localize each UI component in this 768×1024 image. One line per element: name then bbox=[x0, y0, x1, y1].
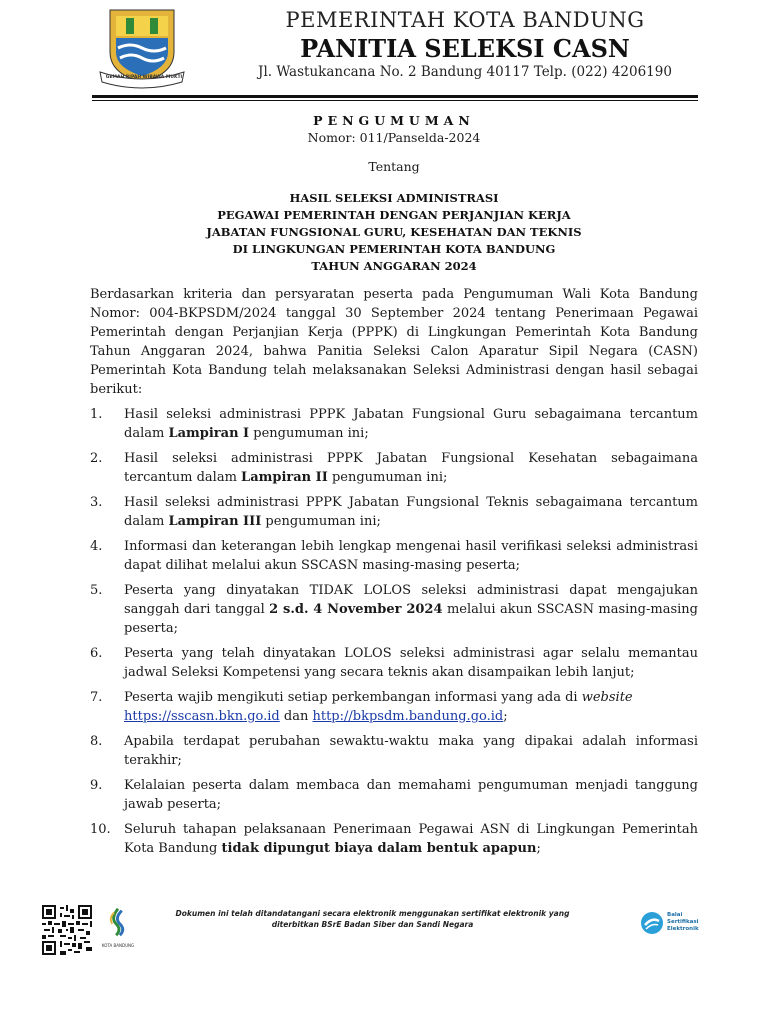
city-swirl-icon bbox=[100, 905, 136, 939]
item-number: 1. bbox=[90, 407, 103, 422]
list-item bbox=[90, 493, 698, 531]
document-number: Nomor: 011/Panselda-2024 bbox=[307, 130, 481, 145]
list-item bbox=[90, 776, 698, 814]
kota-bandung-logo bbox=[100, 905, 136, 951]
document-type: PENGUMUMAN bbox=[313, 113, 475, 128]
bsre-text bbox=[667, 912, 699, 933]
item-number: 2. bbox=[90, 451, 103, 466]
item-number: 8. bbox=[90, 734, 103, 749]
item-number: 4. bbox=[90, 539, 103, 554]
item-number: 9. bbox=[90, 778, 103, 793]
title-line: PEGAWAI PEMERINTAH DENGAN PERJANJIAN KERJA bbox=[217, 208, 571, 222]
item-text: Kelalaian peserta dalam membaca dan memahami pengumuman menjadi tanggung jawab peserta; bbox=[124, 778, 698, 812]
note-line: diterbitkan BSrE Badan Siber dan Sandi Negara bbox=[271, 920, 474, 929]
item-number: 7. bbox=[90, 690, 103, 705]
list-item bbox=[90, 449, 698, 487]
item-text: Informasi dan keterangan lebih lengkap mengenai hasil verifikasi seleksi administrasi dapat dilihat melalui akun SSCASN masing-masing peserta; bbox=[124, 539, 698, 573]
item-text: Hasil seleksi administrasi PPPK Jabatan Fungsional Kesehatan sebagaimana tercantum dalam bbox=[124, 451, 698, 485]
footer bbox=[0, 895, 768, 955]
bsre-logo bbox=[640, 909, 704, 937]
item-number: 10. bbox=[90, 822, 111, 837]
item-text: Peserta yang telah dinyatakan LOLOS seleksi administrasi agar selalu memantau jadwal Seleksi Kompetensi yang secara teknis akan disampaikan lebih lanjut; bbox=[124, 646, 698, 680]
item-bold-text: Lampiran I bbox=[168, 426, 250, 441]
item-text: Hasil seleksi administrasi PPPK Jabatan Fungsional Guru sebagaimana tercantum dalam bbox=[124, 407, 698, 441]
qr-code-icon bbox=[42, 905, 92, 955]
list-item bbox=[90, 820, 698, 858]
item-text: ; bbox=[536, 841, 541, 856]
announcement-heading bbox=[90, 112, 698, 275]
org-name: PEMERINTAH KOTA BANDUNG bbox=[285, 8, 645, 32]
item-text: Peserta wajib mengikuti setiap perkembangan informasi yang ada di bbox=[124, 690, 582, 705]
city-logo-text: KOTA BANDUNG bbox=[101, 943, 135, 948]
item-text: Apabila terdapat perubahan sewaktu-waktu maka yang dipakai adalah informasi terakhir; bbox=[124, 734, 698, 768]
bsre-line: Sertifikasi bbox=[667, 919, 699, 925]
bsre-line: Balai bbox=[667, 912, 683, 918]
item-number: 5. bbox=[90, 583, 103, 598]
item-text: pengumuman ini; bbox=[249, 426, 369, 441]
title-line: HASIL SELEKSI ADMINISTRASI bbox=[289, 191, 499, 205]
letterhead-divider bbox=[92, 95, 698, 98]
letterhead-divider-thin bbox=[92, 100, 698, 101]
item-bold-text: 2 s.d. 4 November 2024 bbox=[269, 602, 443, 617]
item-bold-text: Lampiran III bbox=[168, 514, 262, 529]
item-text: pengumuman ini; bbox=[327, 470, 448, 485]
item-italic-text: website bbox=[581, 690, 633, 705]
item-bold-text: Lampiran II bbox=[241, 470, 328, 485]
announcement-items bbox=[90, 405, 698, 864]
intro-paragraph: Berdasarkan kriteria dan persyaratan peserta pada Pengumuman Wali Kota Bandung Nomor: 004-BKPSDM/2024 tanggal 30 September 2024 tentang Penerimaan Pegawai Pemerintah dengan Perjanjian Kerja (PPPK) di Lingkungan Pemerintah Kota Bandung Tahun Anggaran 2024, bahwa Panitia Seleksi Calon Aparatur Sipil Negara (CASN) Pemerintah Kota Bandung telah melaksanakan Seleksi Administrasi dengan hasil sebagai berikut: bbox=[90, 287, 698, 397]
title-line: JABATAN FUNGSIONAL GURU, KESEHATAN DAN TEKNIS bbox=[206, 225, 582, 239]
item-number: 6. bbox=[90, 646, 103, 661]
item-text: ; bbox=[503, 709, 508, 724]
item-bold-text: tidak dipungut biaya dalam bentuk apapun bbox=[221, 841, 537, 856]
sscasn-link[interactable]: https://sscasn.bkn.go.id bbox=[124, 709, 280, 724]
list-item bbox=[90, 537, 698, 575]
title-line: DI LINGKUNGAN PEMERINTAH KOTA BANDUNG bbox=[232, 242, 556, 256]
bsre-icon bbox=[640, 911, 664, 935]
list-item bbox=[90, 732, 698, 770]
list-item bbox=[90, 405, 698, 443]
org-address: Jl. Wastukancana No. 2 Bandung 40117 Telp. (022) 4206190 bbox=[258, 64, 672, 80]
about-label: Tentang bbox=[368, 159, 420, 174]
announcement-title bbox=[90, 190, 698, 275]
item-text: dan bbox=[279, 709, 313, 724]
item-text: Peserta yang dinyatakan TIDAK LOLOS seleksi administrasi dapat mengajukan sanggah dari tanggal bbox=[124, 583, 698, 617]
note-line: Dokumen ini telah ditandatangani secara elektronik menggunakan sertifikat elektronik yang bbox=[175, 909, 570, 918]
item-text: melalui akun SSCASN masing-masing peserta; bbox=[124, 602, 698, 636]
list-item bbox=[90, 581, 698, 638]
list-item bbox=[90, 688, 698, 726]
bsre-line: Elektronik bbox=[667, 926, 699, 932]
list-item bbox=[90, 644, 698, 682]
org-unit: PANITIA SELEKSI CASN bbox=[300, 34, 630, 63]
title-line: TAHUN ANGGARAN 2024 bbox=[311, 259, 477, 273]
crest-motto: GEMAH RIPAH WIBAWA MUKTI bbox=[105, 75, 183, 80]
item-text: Hasil seleksi administrasi PPPK Jabatan Fungsional Teknis sebagaimana tercantum dalam bbox=[124, 495, 698, 529]
item-text: Seluruh tahapan pelaksanaan Penerimaan Pegawai ASN di Lingkungan Pemerintah Kota Bandung bbox=[124, 822, 698, 856]
bkpsdm-link[interactable]: http://bkpsdm.bandung.go.id bbox=[312, 709, 504, 724]
item-number: 3. bbox=[90, 495, 103, 510]
item-text: pengumuman ini; bbox=[261, 514, 381, 529]
e-signature-note bbox=[150, 908, 595, 930]
letterhead bbox=[0, 0, 768, 100]
